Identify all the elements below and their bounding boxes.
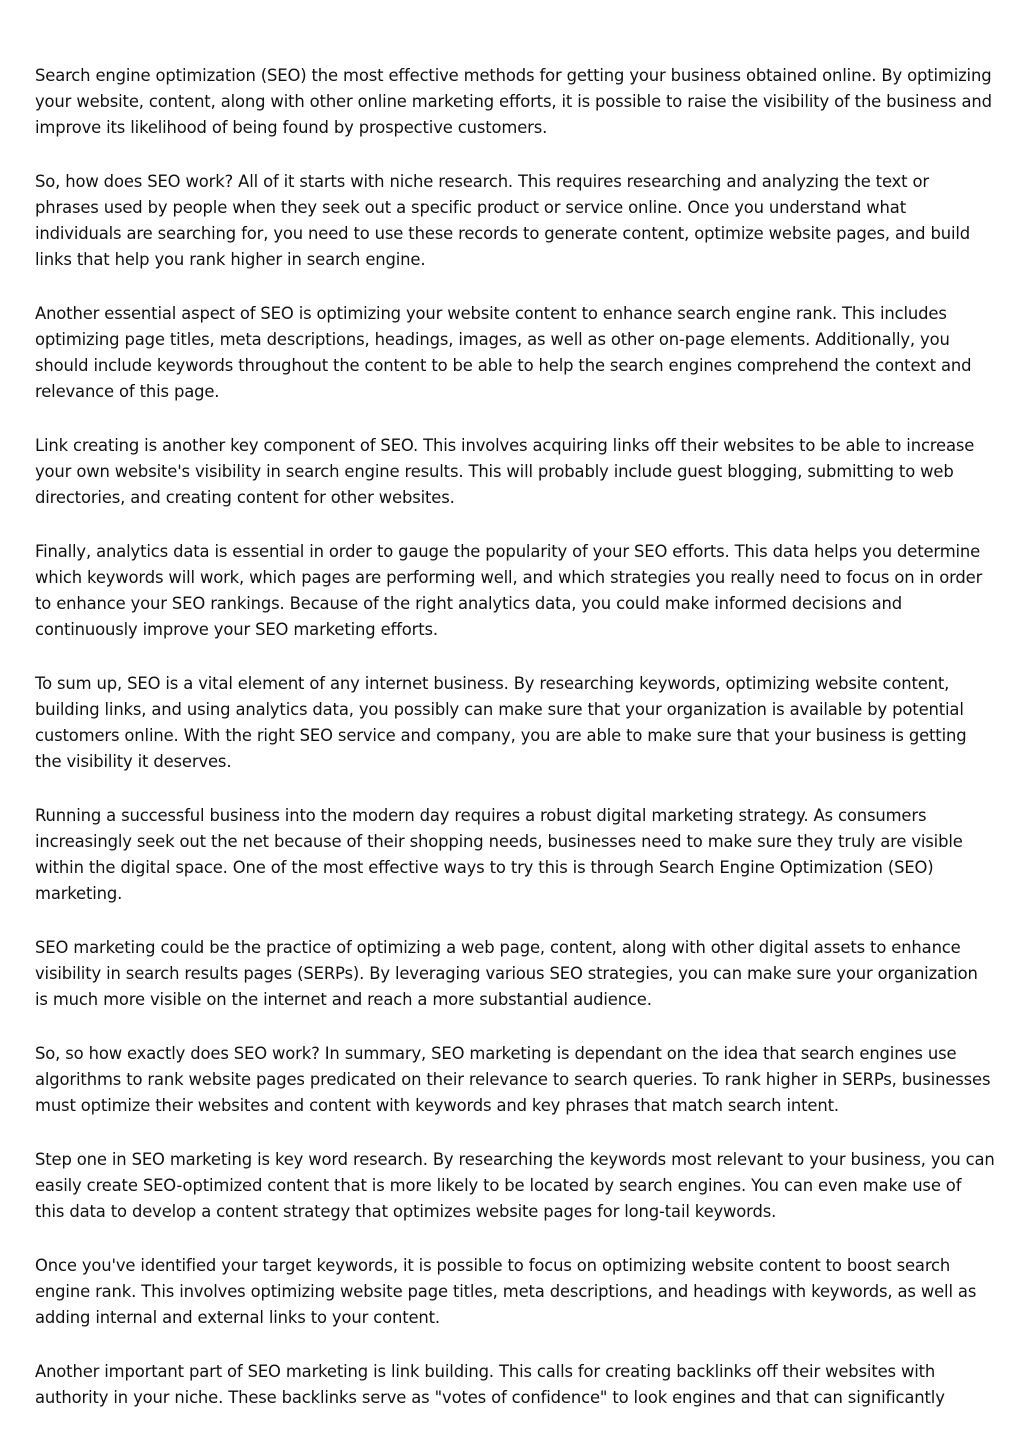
paragraph-9: So, so how exactly does SEO work? In summary, SEO marketing is dependant on the idea that search engines use algorithms to rank website pages predicated on their relevance to search queries. To rank higher in SERPs, businesses must optimize their websites and content with keywords and key phrases that match search intent.	[35, 1044, 991, 1115]
paragraph-10: Step one in SEO marketing is key word research. By researching the keywords most relevant to your business, you can easily create SEO-optimized content that is more likely to be located by search engines. You can even make use of this data to develop a content strategy that optimizes website pages for long-tail keywords.	[35, 1150, 995, 1221]
paragraph-12: Another important part of SEO marketing is link building. This calls for creating backlinks off their websites with authority in your niche. These backlinks serve as "votes of confidence" to look engines and that can significantly	[35, 1362, 945, 1407]
paragraph-3: Another essential aspect of SEO is optimizing your website content to enhance search engine rank. This includes optimizing page titles, meta descriptions, headings, images, as well as other on-page elements. Additionally, you should include keywords throughout the content to be able to help the search engines comprehend the context and relevance of this page.	[35, 304, 972, 401]
paragraph-6: To sum up, SEO is a vital element of any internet business. By researching keywords, optimizing website content, building links, and using analytics data, you possibly can make sure that your organization is available by potential customers online. With the right SEO service and company, you are able to make sure that your business is getting the visibility it deserves.	[35, 674, 967, 771]
paragraph-11: Once you've identified your target keywords, it is possible to focus on optimizing website content to boost search engine rank. This involves optimizing website page titles, meta descriptions, and headings with keywords, as well as adding internal and external links to your content.	[35, 1256, 977, 1327]
paragraph-8: SEO marketing could be the practice of optimizing a web page, content, along with other digital assets to enhance visibility in search results pages (SERPs). By leveraging various SEO strategies, you can make sure your organization is much more visible on the internet and reach a more substantial audience.	[35, 938, 978, 1009]
paragraph-1: Search engine optimization (SEO) the most effective methods for getting your business obtained online. By optimizing your website, content, along with other online marketing efforts, it is possible to raise the visibility of the business and improve its likelihood of being found by prospective customers.	[35, 66, 992, 137]
paragraph-7: Running a successful business into the modern day requires a robust digital marketing strategy. As consumers increasingly seek out the net because of their shopping needs, businesses need to make sure they truly are visible within the digital space. One of the most effective ways to try this is through Search Engine Optimization (SEO) marketing.	[35, 806, 963, 903]
paragraph-2: So, how does SEO work? All of it starts with niche research. This requires researching and analyzing the text or phrases used by people when they seek out a specific product or service online. Once you understand what individuals are searching for, you need to use these records to generate content, optimize website pages, and build links that help you rank higher in search engine.	[35, 172, 971, 269]
paragraph-5: Finally, analytics data is essential in order to gauge the popularity of your SEO efforts. This data helps you determine which keywords will work, which pages are performing well, and which strategies you really need to focus on in order to enhance your SEO rankings. Because of the right analytics data, you could make informed decisions and continuously improve your SEO marketing efforts.	[35, 542, 983, 639]
document-body	[35, 63, 995, 1439]
paragraph-4: Link creating is another key component of SEO. This involves acquiring links off their websites to be able to increase your own website's visibility in search engine results. This will probably include guest blogging, submitting to web directories, and creating content for other websites.	[35, 436, 975, 507]
